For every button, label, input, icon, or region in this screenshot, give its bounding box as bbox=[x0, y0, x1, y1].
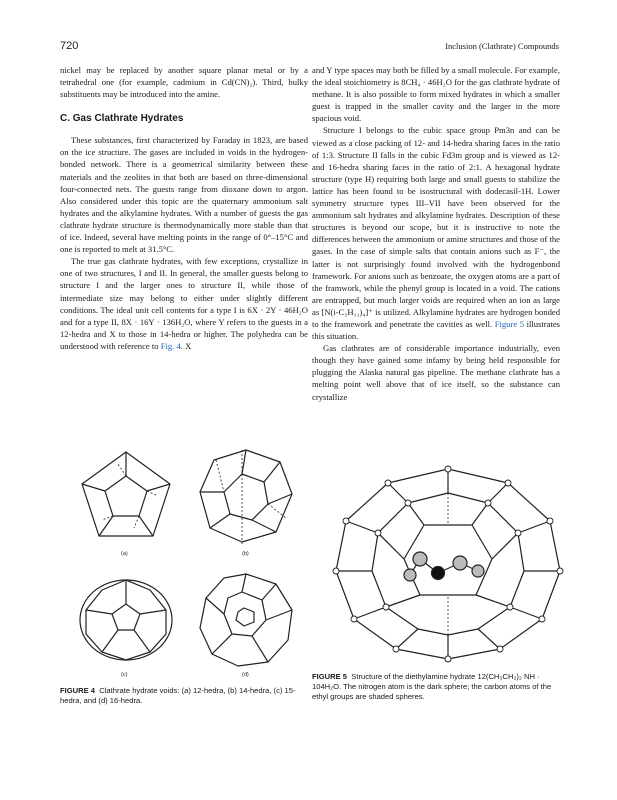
carbon-atom bbox=[404, 569, 416, 581]
diethylamine-guest bbox=[404, 552, 484, 581]
left-paragraph-2: These substances, first characterized by Faraday in 1823, are based on the ice structure. The gases are included in voids in the hydrogen-bonded network. There is a geometrical similarity between these materials and the zeolites in that both are based on three-dimensional four-connected nets. The guests range from dioxane down to argon. Also considered under this topic are the quaternary ammonium salt hydrates and the alkylamine hydrates. With a number of guests the gas clathrate hydrate structure is thermodynamically more stable than that of ice. Indeed, several have melting points in the range of 0°–15°C and one is reported to melt at 31.5°C. bbox=[60, 135, 308, 255]
figure-4-label-a: (a) bbox=[121, 551, 128, 557]
right-paragraph-1: and Y type spaces may both be filled by a small molecule. For example, the ideal stoichiometry is 8CH₄ · 46H₂O for the gas clathrate hydrate of methane. It is also possible to form mixed hydrates in which a smaller guest is trapped in the smaller cavity and the larger in the more spacious void. bbox=[312, 65, 560, 124]
left-column bbox=[60, 64, 308, 352]
figure-4-image bbox=[70, 448, 302, 680]
right-paragraph-2-text: Structure I belongs to the cubic space group Pm3n and can be viewed as a close packing of 12- and 14-hedra sharing faces in the ratio of 1:3. Structure II falls in the cubic Fd3m group and is viewed as 12- and 16-hedra sharing faces in the ratio of 2:1. A hexagonal hydrate structure (type H) requiring both large and small guests to stabilize the lattice has been found to be isostructural with dodecasil-1H. Lower symmetry structure types III–VII have been observed for the ammonium salt hydrates and alkylamine hydrates. Description of these structures is beyond our scope, but it is instructive to note the differences between the ammonium or amine structures and those of the gases. In the case of simple salts that contain anions such as F⁻, the latter is not surprisingly found involved with the hydrogenbond framework. For anions such as benzoate, the oxygen atoms are a part of the framwork, while the phenyl group is located in a void. The cations are entrapped, but much larger voids are required when an ion as large as [N(i-C₅H₁₁)₄]⁺ is utilized. Alkylamine hydrates are hydrogen bonded to the framework and penetrate the cavities as well. bbox=[312, 125, 560, 329]
figure-4-label-b: (b) bbox=[242, 551, 249, 557]
left-paragraph-3-end: . X bbox=[180, 340, 192, 351]
section-heading: C. Gas Clathrate Hydrates bbox=[60, 113, 184, 125]
carbon-atom bbox=[413, 552, 427, 566]
figure-4-caption bbox=[60, 686, 310, 706]
nitrogen-atom bbox=[432, 567, 445, 580]
running-title: Inclusion (Clathrate) Compounds bbox=[445, 41, 559, 51]
right-paragraph-3: Gas clathrates are of considerable importance industrially, even though they have gained some infamy by being held responsible for plugging the Alaska natural gas pipeline. The methane clathrate has a melting point well above that of ice itself, so the substance can crystallize bbox=[312, 343, 560, 402]
cage-framework bbox=[336, 469, 560, 659]
figure-4-label-d: (d) bbox=[242, 672, 249, 678]
figure-5-caption bbox=[312, 672, 562, 702]
carbon-atom bbox=[453, 556, 467, 570]
cage-oxygen-atoms bbox=[333, 466, 563, 662]
polyhedron-b-14-hedra bbox=[200, 450, 292, 544]
right-column bbox=[312, 64, 560, 403]
right-paragraph-2-end: illustrates this situation. bbox=[312, 318, 560, 342]
polyhedron-d-16-hedra bbox=[200, 574, 292, 666]
figure-5-caption-text: Structure of the diethylamine hydrate 12(CH₃CH₂)₂ NH · 104H₂O. The nitrogen atom is the dark sphere; the carbon atoms of the ethyl groups are shaded spheres. bbox=[312, 672, 552, 701]
left-paragraph-1: nickel may be replaced by another square planar metal or by a tetrahedral one (for example, cadmium in Cd(CN)₂). Third, bulky substituents may be introduced into the amine. bbox=[60, 65, 308, 100]
left-paragraph-3-text: The true gas clathrate hydrates, with few exceptions, crystallize in one of two structures, I and II. In general, the smaller guests belong to structure I and the larger ones to structure II, while those of intermediate size may belong to either under slightly different conditions. The ideal unit cell contents for a type I is 6X · 2Y · 46H₂O and for a type II, 8X · 16Y · 136H₂O, where Y refers to the guests in a 12-hedra and X to those in 14-hedra or higher. The polyhedra can be understood with reference to bbox=[60, 256, 308, 351]
figure-5-caption-label: FIGURE 5 bbox=[312, 672, 348, 681]
figure-4-caption-label: FIGURE 4 bbox=[60, 686, 96, 695]
left-paragraph-3 bbox=[60, 255, 308, 352]
figure-4-caption-text: Clathrate hydrate voids: (a) 12-hedra, (b) 14-hedra, (c) 15-hedra, and (d) 16-hedra. bbox=[60, 686, 296, 705]
carbon-atom bbox=[472, 565, 484, 577]
polyhedron-c-15-hedra bbox=[80, 580, 172, 660]
polyhedron-a-12-hedra bbox=[82, 452, 170, 536]
fig5-link[interactable]: Figure 5 bbox=[494, 318, 525, 329]
figure-5-image bbox=[328, 463, 568, 663]
fig4-link[interactable]: Fig. 4 bbox=[160, 340, 181, 351]
figure-4-label-c: (c) bbox=[121, 672, 128, 678]
page-number: 720 bbox=[60, 40, 79, 52]
right-paragraph-2 bbox=[312, 124, 560, 342]
